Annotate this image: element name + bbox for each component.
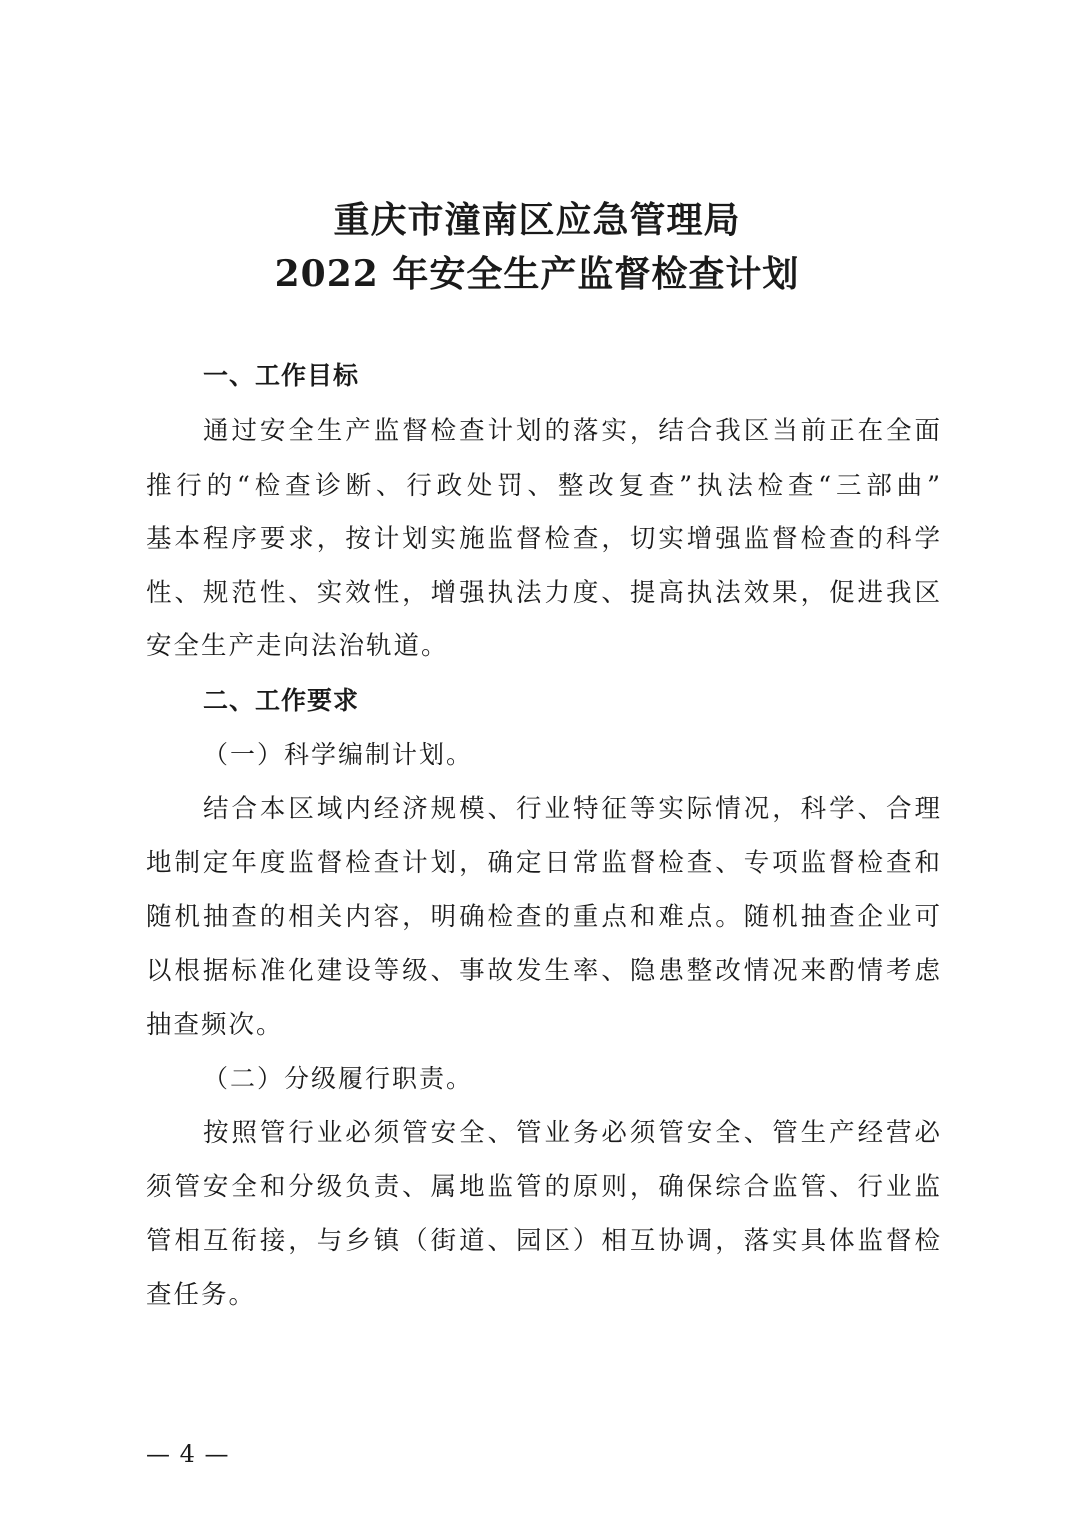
subsection-1-paragraph-line: 地制定年度监督检查计划，确定日常监督检查、专项监督检查和 [146,848,940,878]
subsection-1-paragraph-line: 随机抽查的相关内容，明确检查的重点和难点。随机抽查企业可 [146,902,940,932]
subsection-1-paragraph-line: 结合本区域内经济规模、行业特征等实际情况，科学、合理 [203,794,940,824]
section-1-paragraph-line: 通过安全生产监督检查计划的落实，结合我区当前正在全面 [203,416,940,446]
page-number: — 4 — [146,1440,230,1468]
subsection-2-paragraph-line: 管相互衔接，与乡镇（街道、园区）相互协调，落实具体监督检 [146,1226,940,1256]
section-1-paragraph-line: 基本程序要求，按计划实施监督检查，切实增强监督检查的科学 [146,524,940,554]
subsection-1-heading: （一）科学编制计划。 [203,740,474,769]
section-1-paragraph-line: 推行的“检查诊断、行政处罚、整改复查”执法检查“三部曲” [146,471,940,501]
document-title-line-1: 重庆市潼南区应急管理局 [333,199,741,241]
document-title-line-2: 2022 年安全生产监督检查计划 [274,253,800,295]
subsection-2-paragraph-line: 查任务。 [146,1280,257,1310]
section-1-paragraph-line: 性、规范性、实效性，增强执法力度、提高执法效果，促进我区 [146,578,940,608]
section-2-heading: 二、工作要求 [203,686,360,715]
section-1-paragraph-line: 安全生产走向法治轨道。 [146,631,449,661]
subsection-1-paragraph-line: 以根据标准化建设等级、事故发生率、隐患整改情况来酌情考虑 [146,956,940,986]
subsection-2-paragraph-line: 须管安全和分级负责、属地监管的原则，确保综合监管、行业监 [146,1172,940,1202]
subsection-2-heading: （二）分级履行职责。 [203,1064,474,1093]
subsection-1-paragraph-line: 抽查频次。 [146,1010,284,1040]
subsection-2-paragraph-line: 按照管行业必须管安全、管业务必须管安全、管生产经营必 [203,1118,940,1148]
section-1-heading: 一、工作目标 [203,361,360,390]
